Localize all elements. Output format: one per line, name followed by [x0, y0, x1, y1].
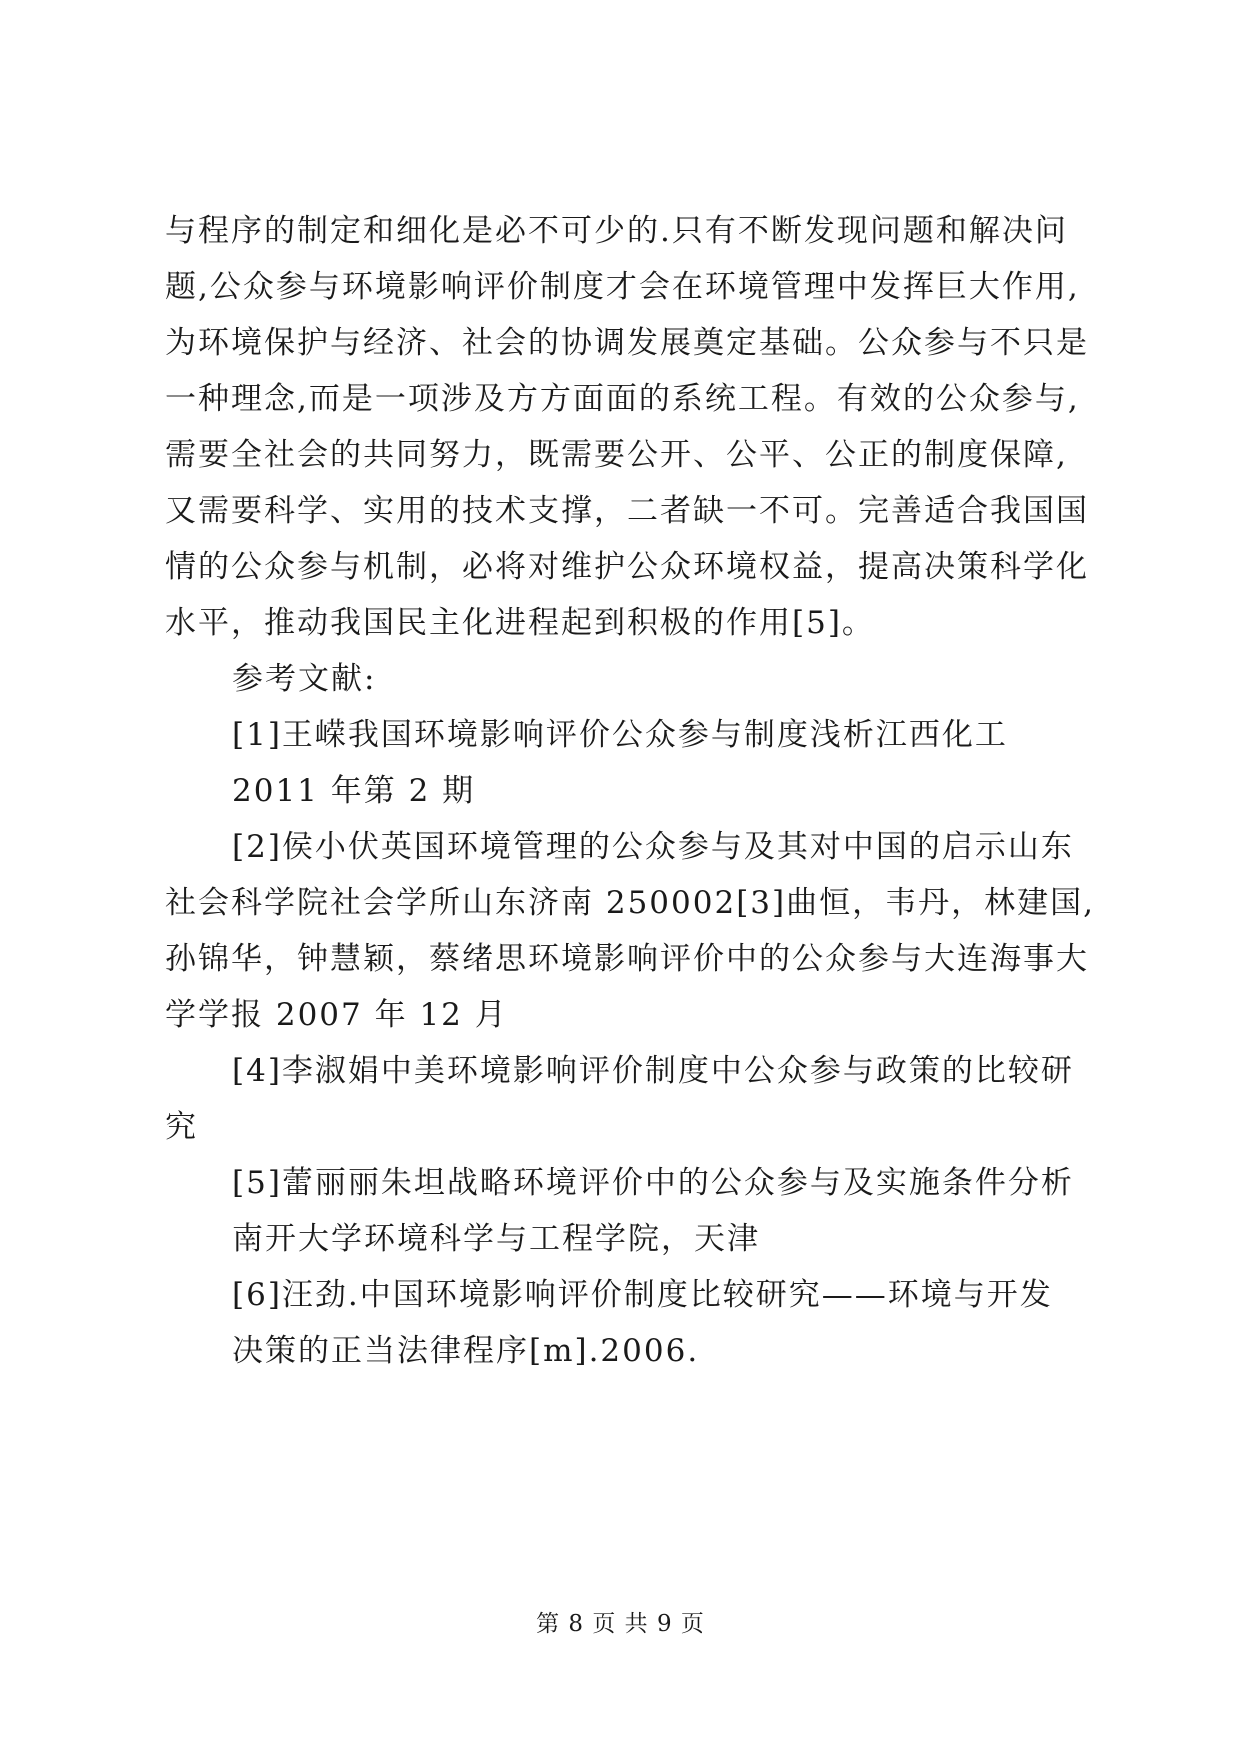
reference-line: 究: [165, 1109, 198, 1145]
body-line: 需要全社会的共同努力，既需要公开、公平、公正的制度保障,: [165, 437, 1068, 473]
reference-line: 决策的正当法律程序[m].2006.: [232, 1333, 700, 1369]
body-line: 与程序的制定和细化是必不可少的.只有不断发现问题和解决问: [165, 213, 1068, 249]
reference-line: [6]汪劲.中国环境影响评价制度比较研究——环境与开发: [232, 1277, 1053, 1313]
body-line: 一种理念,而是一项涉及方方面面的系统工程。有效的公众参与,: [165, 381, 1080, 417]
reference-line: [2]侯小伏英国环境管理的公众参与及其对中国的启示山东: [232, 829, 1074, 865]
reference-line: 社会科学院社会学所山东济南 250002[3]曲恒，韦丹，林建国,: [165, 885, 1095, 921]
reference-line: [5]蕾丽丽朱坦战略环境评价中的公众参与及实施条件分析: [232, 1165, 1074, 1201]
page-footer: 第 8 页 共 9 页: [536, 1611, 705, 1637]
body-line: 情的公众参与机制，必将对维护公众环境权益，提高决策科学化: [165, 549, 1089, 585]
reference-line: [1]王嵘我国环境影响评价公众参与制度浅析江西化工: [232, 717, 1008, 753]
reference-line: [4]李淑娟中美环境影响评价制度中公众参与政策的比较研: [232, 1053, 1074, 1089]
body-line: 水平，推动我国民主化进程起到积极的作用[5]。: [165, 605, 875, 641]
body-line: 为环境保护与经济、社会的协调发展奠定基础。公众参与不只是: [165, 325, 1089, 361]
body-line: 又需要科学、实用的技术支撑，二者缺一不可。完善适合我国国: [165, 493, 1089, 529]
body-line: 题,公众参与环境影响评价制度才会在环境管理中发挥巨大作用,: [165, 269, 1080, 305]
reference-line: 学学报 2007 年 12 月: [165, 997, 508, 1033]
reference-line: 南开大学环境科学与工程学院，天津: [232, 1221, 760, 1257]
references-heading: 参考文献:: [232, 661, 377, 697]
reference-line: 孙锦华，钟慧颖，蔡绪思环境影响评价中的公众参与大连海事大: [165, 941, 1089, 977]
reference-line: 2011 年第 2 期: [232, 773, 476, 809]
